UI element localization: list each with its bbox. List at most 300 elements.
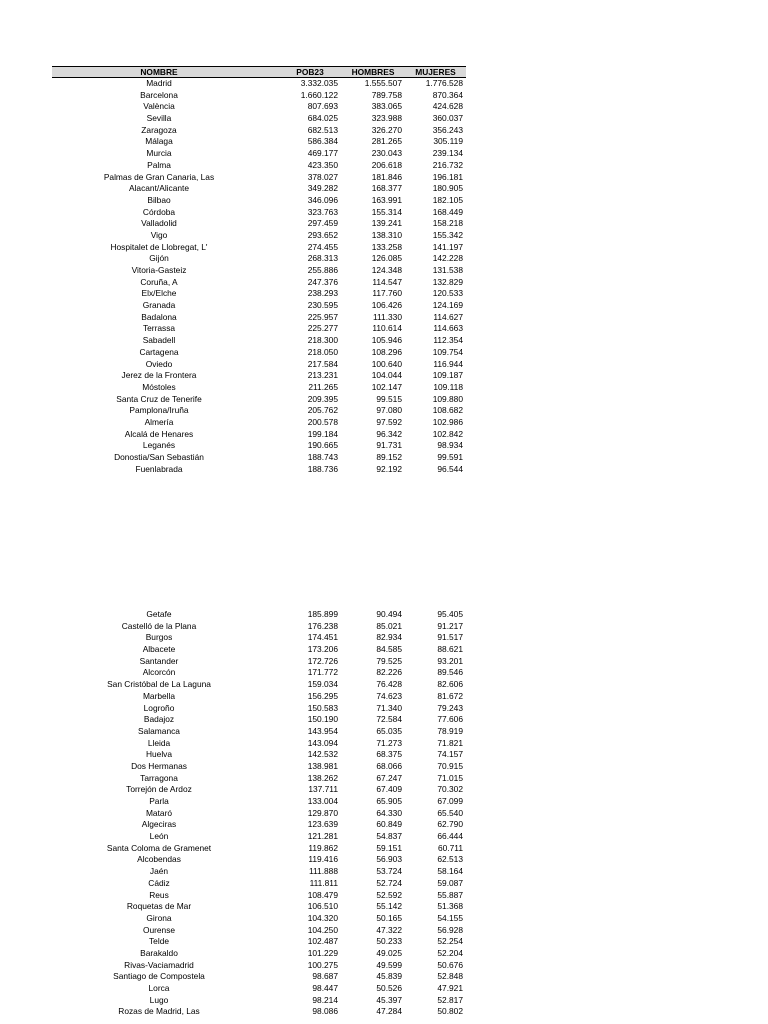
cell-nombre: Getafe <box>146 609 172 619</box>
cell-hombres: 105.946 <box>371 335 402 346</box>
cell-mujeres: 54.155 <box>437 912 463 923</box>
cell-pob23: 108.479 <box>307 889 338 900</box>
cell-nombre: Huelva <box>145 749 173 760</box>
table-row <box>52 242 466 254</box>
cell-hombres: 789.758 <box>371 89 402 100</box>
cell-nombre: Fuenlabrada <box>135 463 183 474</box>
cell-hombres: 1.555.507 <box>364 78 402 88</box>
cell-pob23: 188.743 <box>307 452 338 462</box>
cell-pob23: 100.275 <box>307 959 338 970</box>
table-row <box>52 667 466 679</box>
cell-mujeres: 131.538 <box>432 265 463 275</box>
cell-hombres: 114.547 <box>372 276 402 287</box>
cell-mujeres: 59.087 <box>437 877 463 888</box>
table-row <box>52 971 466 983</box>
table-row <box>52 265 466 277</box>
cell-mujeres: 95.405 <box>437 609 463 619</box>
cell-pob23: 185.899 <box>307 609 338 619</box>
cell-mujeres: 55.887 <box>437 889 463 900</box>
table-row <box>52 773 466 785</box>
cell-pob23: 173.206 <box>307 644 338 655</box>
cell-nombre: Madrid <box>146 78 172 88</box>
cell-nombre: Gijón <box>149 253 169 264</box>
cell-pob23: 111.888 <box>308 866 338 877</box>
table-row <box>52 207 466 219</box>
cell-nombre: Vitoria-Gasteiz <box>131 265 187 275</box>
cell-pob23: 138.262 <box>307 772 338 783</box>
cell-nombre: Zaragoza <box>141 124 177 135</box>
cell-pob23: 297.459 <box>307 218 338 229</box>
cell-mujeres: 102.842 <box>432 428 463 439</box>
cell-hombres: 106.426 <box>371 300 402 311</box>
cell-mujeres: 77.606 <box>437 714 463 725</box>
cell-mujeres: 98.934 <box>437 440 463 451</box>
cell-hombres: 65.905 <box>376 796 402 806</box>
cell-nombre: San Cristóbal de La Laguna <box>107 679 211 690</box>
cell-pob23: 349.282 <box>307 183 338 194</box>
cell-mujeres: 82.606 <box>437 679 463 690</box>
cell-nombre: Sevilla <box>146 113 172 124</box>
cell-pob23: 98.687 <box>312 971 338 982</box>
cell-nombre: Cartagena <box>139 346 179 357</box>
cell-hombres: 383.065 <box>371 101 402 112</box>
cell-nombre: Córdoba <box>142 206 176 217</box>
cell-nombre: Santa Cruz de Tenerife <box>116 393 202 404</box>
table-row <box>52 172 466 184</box>
cell-hombres: 50.526 <box>376 983 402 993</box>
cell-pob23: 156.295 <box>307 690 338 701</box>
cell-nombre: Torrejón de Ardoz <box>126 784 192 795</box>
table-row <box>52 452 466 464</box>
cell-mujeres: 109.880 <box>432 393 463 404</box>
cell-pob23: 200.578 <box>307 416 338 427</box>
cell-hombres: 163.991 <box>371 194 402 205</box>
cell-nombre: Alcobendas <box>137 854 181 865</box>
cell-hombres: 92.192 <box>376 463 402 474</box>
cell-hombres: 206.618 <box>371 159 402 170</box>
cell-hombres: 64.330 <box>376 807 402 818</box>
cell-nombre: Alcorcón <box>142 667 176 678</box>
cell-hombres: 53.724 <box>376 866 402 877</box>
cell-nombre: Badalona <box>141 311 177 322</box>
cell-nombre: Rivas-Vaciamadrid <box>124 959 194 970</box>
population-table-part-2 <box>52 609 466 1018</box>
table-row <box>52 995 466 1007</box>
cell-nombre: Algeciras <box>141 819 177 830</box>
cell-pob23: 171.772 <box>307 667 338 678</box>
cell-pob23: 150.190 <box>307 714 338 725</box>
cell-nombre: Elx/Elche <box>141 288 177 299</box>
cell-hombres: 79.525 <box>376 655 402 666</box>
cell-nombre: Salamanca <box>138 725 180 736</box>
cell-pob23: 247.376 <box>307 276 338 287</box>
table-row <box>52 101 466 113</box>
cell-nombre: Alacant/Alicante <box>128 183 190 194</box>
cell-pob23: 274.455 <box>307 241 338 252</box>
table-row <box>52 113 466 125</box>
cell-hombres: 68.066 <box>376 760 402 771</box>
cell-nombre: Barakaldo <box>140 947 178 958</box>
cell-pob23: 268.313 <box>307 253 338 264</box>
cell-hombres: 230.043 <box>371 148 402 159</box>
cell-hombres: 52.592 <box>376 889 402 900</box>
cell-nombre: Cádiz <box>148 877 170 888</box>
table-row <box>52 160 466 172</box>
table-row <box>52 983 466 995</box>
cell-hombres: 50.165 <box>376 912 402 923</box>
table-body-part-1 <box>52 78 466 475</box>
cell-mujeres: 51.368 <box>437 901 463 912</box>
table-row <box>52 464 466 476</box>
header-nombre: NOMBRE <box>140 67 178 77</box>
cell-hombres: 323.988 <box>371 113 402 124</box>
cell-mujeres: 112.354 <box>433 335 463 346</box>
cell-pob23: 174.451 <box>307 632 338 643</box>
header-pob23: POB23 <box>296 67 324 77</box>
cell-pob23: 586.384 <box>307 136 338 147</box>
cell-pob23: 423.350 <box>307 159 338 170</box>
cell-pob23: 133.004 <box>307 796 338 806</box>
cell-mujeres: 870.364 <box>432 89 463 100</box>
cell-nombre: Marbella <box>142 690 176 701</box>
table-row <box>52 761 466 773</box>
cell-mujeres: 70.302 <box>437 784 463 795</box>
cell-nombre: Barcelona <box>140 89 178 100</box>
table-row <box>52 749 466 761</box>
cell-mujeres: 66.444 <box>437 831 463 842</box>
cell-nombre: Lorca <box>148 983 170 993</box>
cell-mujeres: 109.754 <box>432 346 463 357</box>
cell-hombres: 97.080 <box>376 405 402 416</box>
cell-hombres: 181.846 <box>371 171 402 182</box>
table-row <box>52 183 466 195</box>
table-row <box>52 808 466 820</box>
cell-nombre: León <box>149 831 169 842</box>
cell-pob23: 129.870 <box>307 807 338 818</box>
cell-mujeres: 239.134 <box>432 148 463 159</box>
cell-mujeres: 62.790 <box>437 819 463 830</box>
cell-pob23: 102.487 <box>307 936 338 947</box>
cell-nombre: Tarragona <box>140 772 178 783</box>
cell-nombre: Pamplona/Iruña <box>129 405 189 416</box>
cell-nombre: Almería <box>144 416 174 427</box>
cell-hombres: 45.397 <box>376 994 402 1005</box>
cell-pob23: 190.665 <box>307 440 338 451</box>
cell-mujeres: 71.821 <box>437 737 463 748</box>
cell-hombres: 108.296 <box>371 346 402 357</box>
cell-mujeres: 96.544 <box>437 463 463 474</box>
cell-hombres: 47.284 <box>376 1006 402 1017</box>
cell-pob23: 101.229 <box>307 947 338 958</box>
cell-nombre: Santander <box>139 655 179 666</box>
cell-nombre: Telde <box>148 936 170 947</box>
table-row <box>52 277 466 289</box>
table-row <box>52 703 466 715</box>
cell-hombres: 281.265 <box>371 136 402 147</box>
cell-nombre: Mataró <box>145 807 173 818</box>
cell-hombres: 54.837 <box>376 831 402 842</box>
cell-hombres: 85.021 <box>376 620 402 631</box>
cell-hombres: 84.585 <box>376 644 402 655</box>
cell-pob23: 230.595 <box>307 300 338 311</box>
cell-mujeres: 91.217 <box>437 620 463 631</box>
cell-pob23: 98.447 <box>312 983 338 993</box>
cell-pob23: 225.277 <box>307 323 338 334</box>
cell-nombre: Roquetas de Mar <box>126 901 192 912</box>
table-row <box>52 359 466 371</box>
cell-hombres: 96.342 <box>376 428 402 439</box>
table-row <box>52 300 466 312</box>
cell-nombre: Coruña, A <box>140 276 178 287</box>
cell-hombres: 102.147 <box>371 381 402 392</box>
cell-mujeres: 62.513 <box>437 854 463 865</box>
cell-pob23: 218.300 <box>307 335 338 346</box>
cell-nombre: València <box>143 101 175 112</box>
table-row <box>52 148 466 160</box>
cell-hombres: 67.409 <box>376 784 402 795</box>
cell-hombres: 99.515 <box>376 393 402 404</box>
cell-mujeres: 155.342 <box>432 229 463 240</box>
cell-mujeres: 196.181 <box>432 171 463 182</box>
header-mujeres: MUJERES <box>415 67 456 77</box>
table-row <box>52 960 466 972</box>
cell-mujeres: 360.037 <box>432 113 463 124</box>
cell-pob23: 104.250 <box>307 924 338 935</box>
cell-pob23: 142.532 <box>307 749 338 760</box>
table-row <box>52 890 466 902</box>
cell-pob23: 137.711 <box>308 784 338 795</box>
cell-hombres: 111.330 <box>372 311 402 322</box>
table-row <box>52 843 466 855</box>
cell-mujeres: 50.676 <box>437 959 463 970</box>
cell-pob23: 255.886 <box>307 265 338 275</box>
cell-mujeres: 58.164 <box>437 866 463 877</box>
cell-hombres: 89.152 <box>376 452 402 462</box>
cell-mujeres: 60.711 <box>438 842 463 853</box>
cell-hombres: 49.025 <box>376 947 402 958</box>
cell-hombres: 117.760 <box>372 288 402 299</box>
cell-hombres: 91.731 <box>376 440 402 451</box>
cell-pob23: 159.034 <box>307 679 338 690</box>
cell-nombre: Terrassa <box>142 323 176 334</box>
cell-nombre: Albacete <box>142 644 176 655</box>
cell-mujeres: 67.099 <box>437 796 463 806</box>
cell-pob23: 209.395 <box>307 393 338 404</box>
cell-mujeres: 52.817 <box>437 994 463 1005</box>
cell-pob23: 3.332.035 <box>300 78 338 88</box>
cell-hombres: 67.247 <box>376 772 402 783</box>
cell-mujeres: 109.118 <box>433 381 463 392</box>
cell-pob23: 176.238 <box>307 620 338 631</box>
table-row <box>52 784 466 796</box>
cell-mujeres: 99.591 <box>437 452 463 462</box>
cell-pob23: 111.811 <box>309 877 338 888</box>
cell-pob23: 213.231 <box>307 370 338 381</box>
cell-hombres: 97.592 <box>376 416 402 427</box>
cell-nombre: Logroño <box>143 702 175 713</box>
cell-pob23: 138.981 <box>307 760 338 771</box>
cell-mujeres: 93.201 <box>437 655 463 666</box>
population-table-part-1 <box>52 66 466 475</box>
cell-hombres: 138.310 <box>371 229 402 240</box>
table-row <box>52 936 466 948</box>
cell-hombres: 139.241 <box>371 218 402 229</box>
cell-pob23: 682.513 <box>307 124 338 135</box>
cell-pob23: 119.862 <box>308 842 338 853</box>
cell-mujeres: 56.928 <box>437 924 463 935</box>
cell-mujeres: 424.628 <box>432 101 463 112</box>
cell-mujeres: 70.915 <box>437 760 463 771</box>
cell-nombre: Burgos <box>145 632 173 643</box>
cell-nombre: Rozas de Madrid, Las <box>118 1006 200 1017</box>
cell-mujeres: 79.243 <box>437 702 463 713</box>
cell-nombre: Jerez de la Frontera <box>121 370 197 381</box>
cell-pob23: 1.660.122 <box>300 89 338 100</box>
cell-mujeres: 114.663 <box>433 323 463 334</box>
table-row <box>52 125 466 137</box>
table-row <box>52 195 466 207</box>
table-row <box>52 831 466 843</box>
table-row <box>52 925 466 937</box>
table-row <box>52 854 466 866</box>
cell-mujeres: 65.540 <box>437 807 463 818</box>
cell-hombres: 82.934 <box>376 632 402 643</box>
cell-nombre: Lugo <box>149 994 169 1005</box>
table-row <box>52 866 466 878</box>
cell-nombre: Palmas de Gran Canaria, Las <box>103 171 215 182</box>
cell-pob23: 98.214 <box>312 994 338 1005</box>
cell-nombre: Donostia/San Sebastián <box>114 452 204 462</box>
cell-hombres: 52.724 <box>376 877 402 888</box>
cell-mujeres: 168.449 <box>432 206 463 217</box>
cell-pob23: 123.639 <box>307 819 338 830</box>
cell-nombre: Santiago de Compostela <box>113 971 205 982</box>
table-row <box>52 429 466 441</box>
cell-hombres: 71.273 <box>376 737 402 748</box>
cell-pob23: 211.265 <box>308 381 338 392</box>
cell-mujeres: 356.243 <box>432 124 463 135</box>
cell-nombre: Bilbao <box>147 194 171 205</box>
cell-hombres: 72.584 <box>376 714 402 725</box>
table-row <box>52 90 466 102</box>
cell-pob23: 218.050 <box>307 346 338 357</box>
table-row <box>52 656 466 668</box>
table-row <box>52 632 466 644</box>
cell-hombres: 155.314 <box>371 206 402 217</box>
table-row <box>52 370 466 382</box>
table-row <box>52 136 466 148</box>
cell-nombre: Granada <box>142 300 176 311</box>
cell-mujeres: 89.546 <box>437 667 463 678</box>
table-row <box>52 230 466 242</box>
cell-nombre: Oviedo <box>145 358 173 369</box>
table-row <box>52 347 466 359</box>
cell-mujeres: 141.197 <box>432 241 463 252</box>
cell-hombres: 133.258 <box>371 241 402 252</box>
table-row <box>52 621 466 633</box>
cell-pob23: 143.094 <box>307 737 338 748</box>
cell-hombres: 104.044 <box>371 370 402 381</box>
cell-pob23: 293.652 <box>307 229 338 240</box>
cell-mujeres: 124.169 <box>432 300 463 311</box>
table-row <box>52 335 466 347</box>
cell-mujeres: 116.944 <box>433 358 463 369</box>
cell-hombres: 90.494 <box>376 609 402 619</box>
cell-nombre: Palma <box>147 159 171 170</box>
table-row <box>52 288 466 300</box>
table-row <box>52 726 466 738</box>
cell-mujeres: 158.218 <box>432 218 463 229</box>
table-row <box>52 796 466 808</box>
cell-nombre: Lleida <box>147 737 171 748</box>
cell-mujeres: 88.621 <box>437 644 463 655</box>
cell-pob23: 469.177 <box>307 148 338 159</box>
cell-hombres: 50.233 <box>376 936 402 947</box>
cell-hombres: 326.270 <box>371 124 402 135</box>
cell-hombres: 82.226 <box>376 667 402 678</box>
cell-mujeres: 71.015 <box>437 772 463 783</box>
cell-mujeres: 52.848 <box>437 971 463 982</box>
cell-nombre: Ourense <box>142 924 176 935</box>
table-row <box>52 913 466 925</box>
cell-pob23: 199.184 <box>307 428 338 439</box>
cell-mujeres: 120.533 <box>432 288 463 299</box>
table-header-row <box>52 66 466 78</box>
cell-mujeres: 305.119 <box>433 136 463 147</box>
cell-hombres: 168.377 <box>371 183 402 194</box>
cell-nombre: Hospitalet de Llobregat, L' <box>110 241 208 252</box>
cell-pob23: 217.584 <box>307 358 338 369</box>
cell-pob23: 106.510 <box>307 901 338 912</box>
cell-pob23: 378.027 <box>307 171 338 182</box>
table-row <box>52 1006 466 1018</box>
cell-pob23: 205.762 <box>307 405 338 416</box>
cell-hombres: 49.599 <box>376 959 402 970</box>
cell-mujeres: 114.627 <box>433 311 463 322</box>
cell-nombre: Vigo <box>150 229 168 240</box>
table-row <box>52 819 466 831</box>
cell-mujeres: 52.254 <box>437 936 463 947</box>
header-hombres: HOMBRES <box>351 67 395 77</box>
cell-mujeres: 102.986 <box>432 416 463 427</box>
cell-mujeres: 74.157 <box>437 749 463 760</box>
cell-pob23: 238.293 <box>307 288 338 299</box>
table-row <box>52 323 466 335</box>
cell-nombre: Móstoles <box>142 381 176 392</box>
cell-nombre: Reus <box>149 889 169 900</box>
cell-hombres: 126.085 <box>371 253 402 264</box>
cell-hombres: 100.640 <box>371 358 402 369</box>
cell-pob23: 807.693 <box>307 101 338 112</box>
cell-pob23: 119.416 <box>308 854 338 865</box>
cell-hombres: 47.322 <box>376 924 402 935</box>
cell-mujeres: 180.905 <box>432 183 463 194</box>
table-body-part-2 <box>52 609 466 1018</box>
cell-nombre: Castelló de la Plana <box>121 620 197 631</box>
cell-mujeres: 216.732 <box>432 159 463 170</box>
cell-nombre: Parla <box>149 796 169 806</box>
cell-pob23: 98.086 <box>312 1006 338 1017</box>
cell-nombre: Málaga <box>145 136 173 147</box>
table-row <box>52 440 466 452</box>
table-row <box>52 218 466 230</box>
table-row <box>52 78 466 90</box>
cell-nombre: Girona <box>146 912 172 923</box>
cell-mujeres: 50.802 <box>437 1006 463 1017</box>
table-row <box>52 609 466 621</box>
table-row <box>52 714 466 726</box>
cell-pob23: 684.025 <box>307 113 338 124</box>
